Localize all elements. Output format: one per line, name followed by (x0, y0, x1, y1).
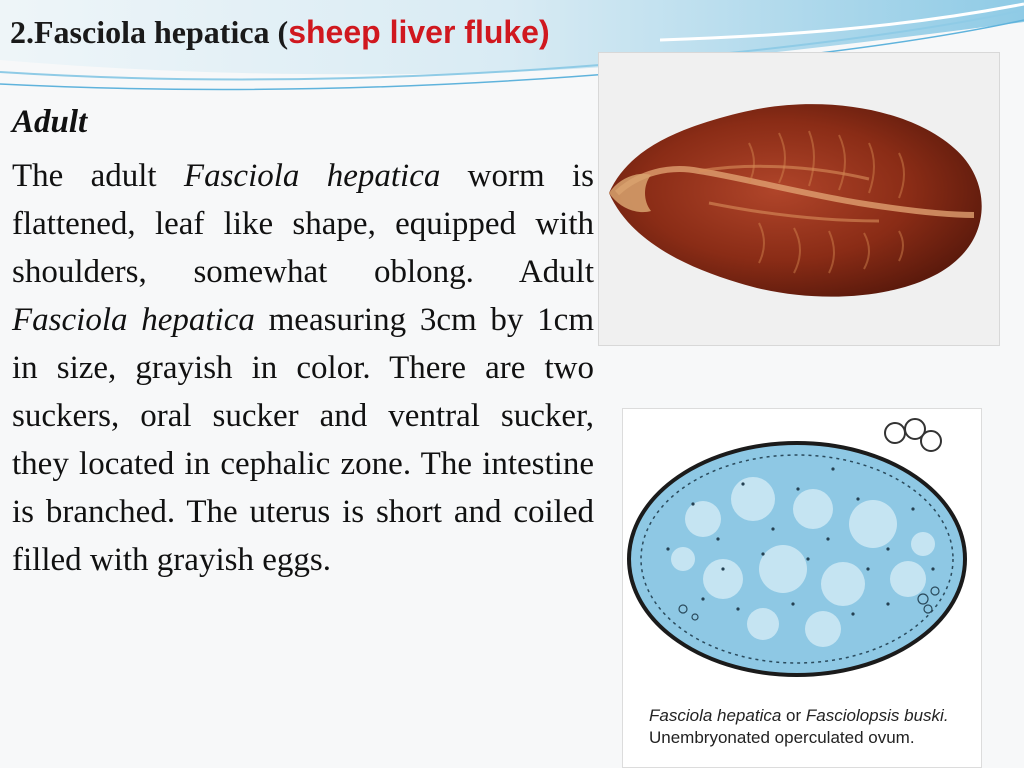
caption-species-2: Fasciolopsis buski. (805, 706, 949, 725)
egg-caption (649, 705, 979, 749)
species-name-italic-2: Fasciola hepatica (12, 302, 255, 338)
adult-fluke-photo (598, 52, 1000, 346)
egg-figure (622, 408, 982, 768)
title-prefix: 2.Fasciola hepatica ( (10, 14, 289, 50)
caption-conjunction: or (781, 706, 806, 725)
body-text-part-2: worm is flattened, leaf like shape, equipped with shoulders, somewhat oblong. Adult (12, 158, 594, 290)
section-subheading: Adult (12, 104, 88, 140)
species-name-italic-1: Fasciola hepatica (183, 158, 441, 194)
operculated-ovum-illustration (623, 409, 981, 699)
slide-title (10, 10, 600, 54)
adult-fluke-illustration (599, 53, 999, 345)
title-common-name: sheep liver fluke) (288, 14, 550, 50)
caption-description: Unembryonated operculated ovum. (649, 728, 915, 747)
caption-species-1: Fasciola hepatica (649, 706, 782, 725)
description-paragraph (12, 152, 594, 584)
body-text-part-3: measuring 3cm by 1cm in size, grayish in color. There are two suckers, oral sucker and ventral sucker, they located in cephalic zone. The intestine is branched. The uterus is short and coiled filled with grayish eggs. (12, 302, 594, 578)
body-text-part-1: The adult (12, 158, 184, 194)
